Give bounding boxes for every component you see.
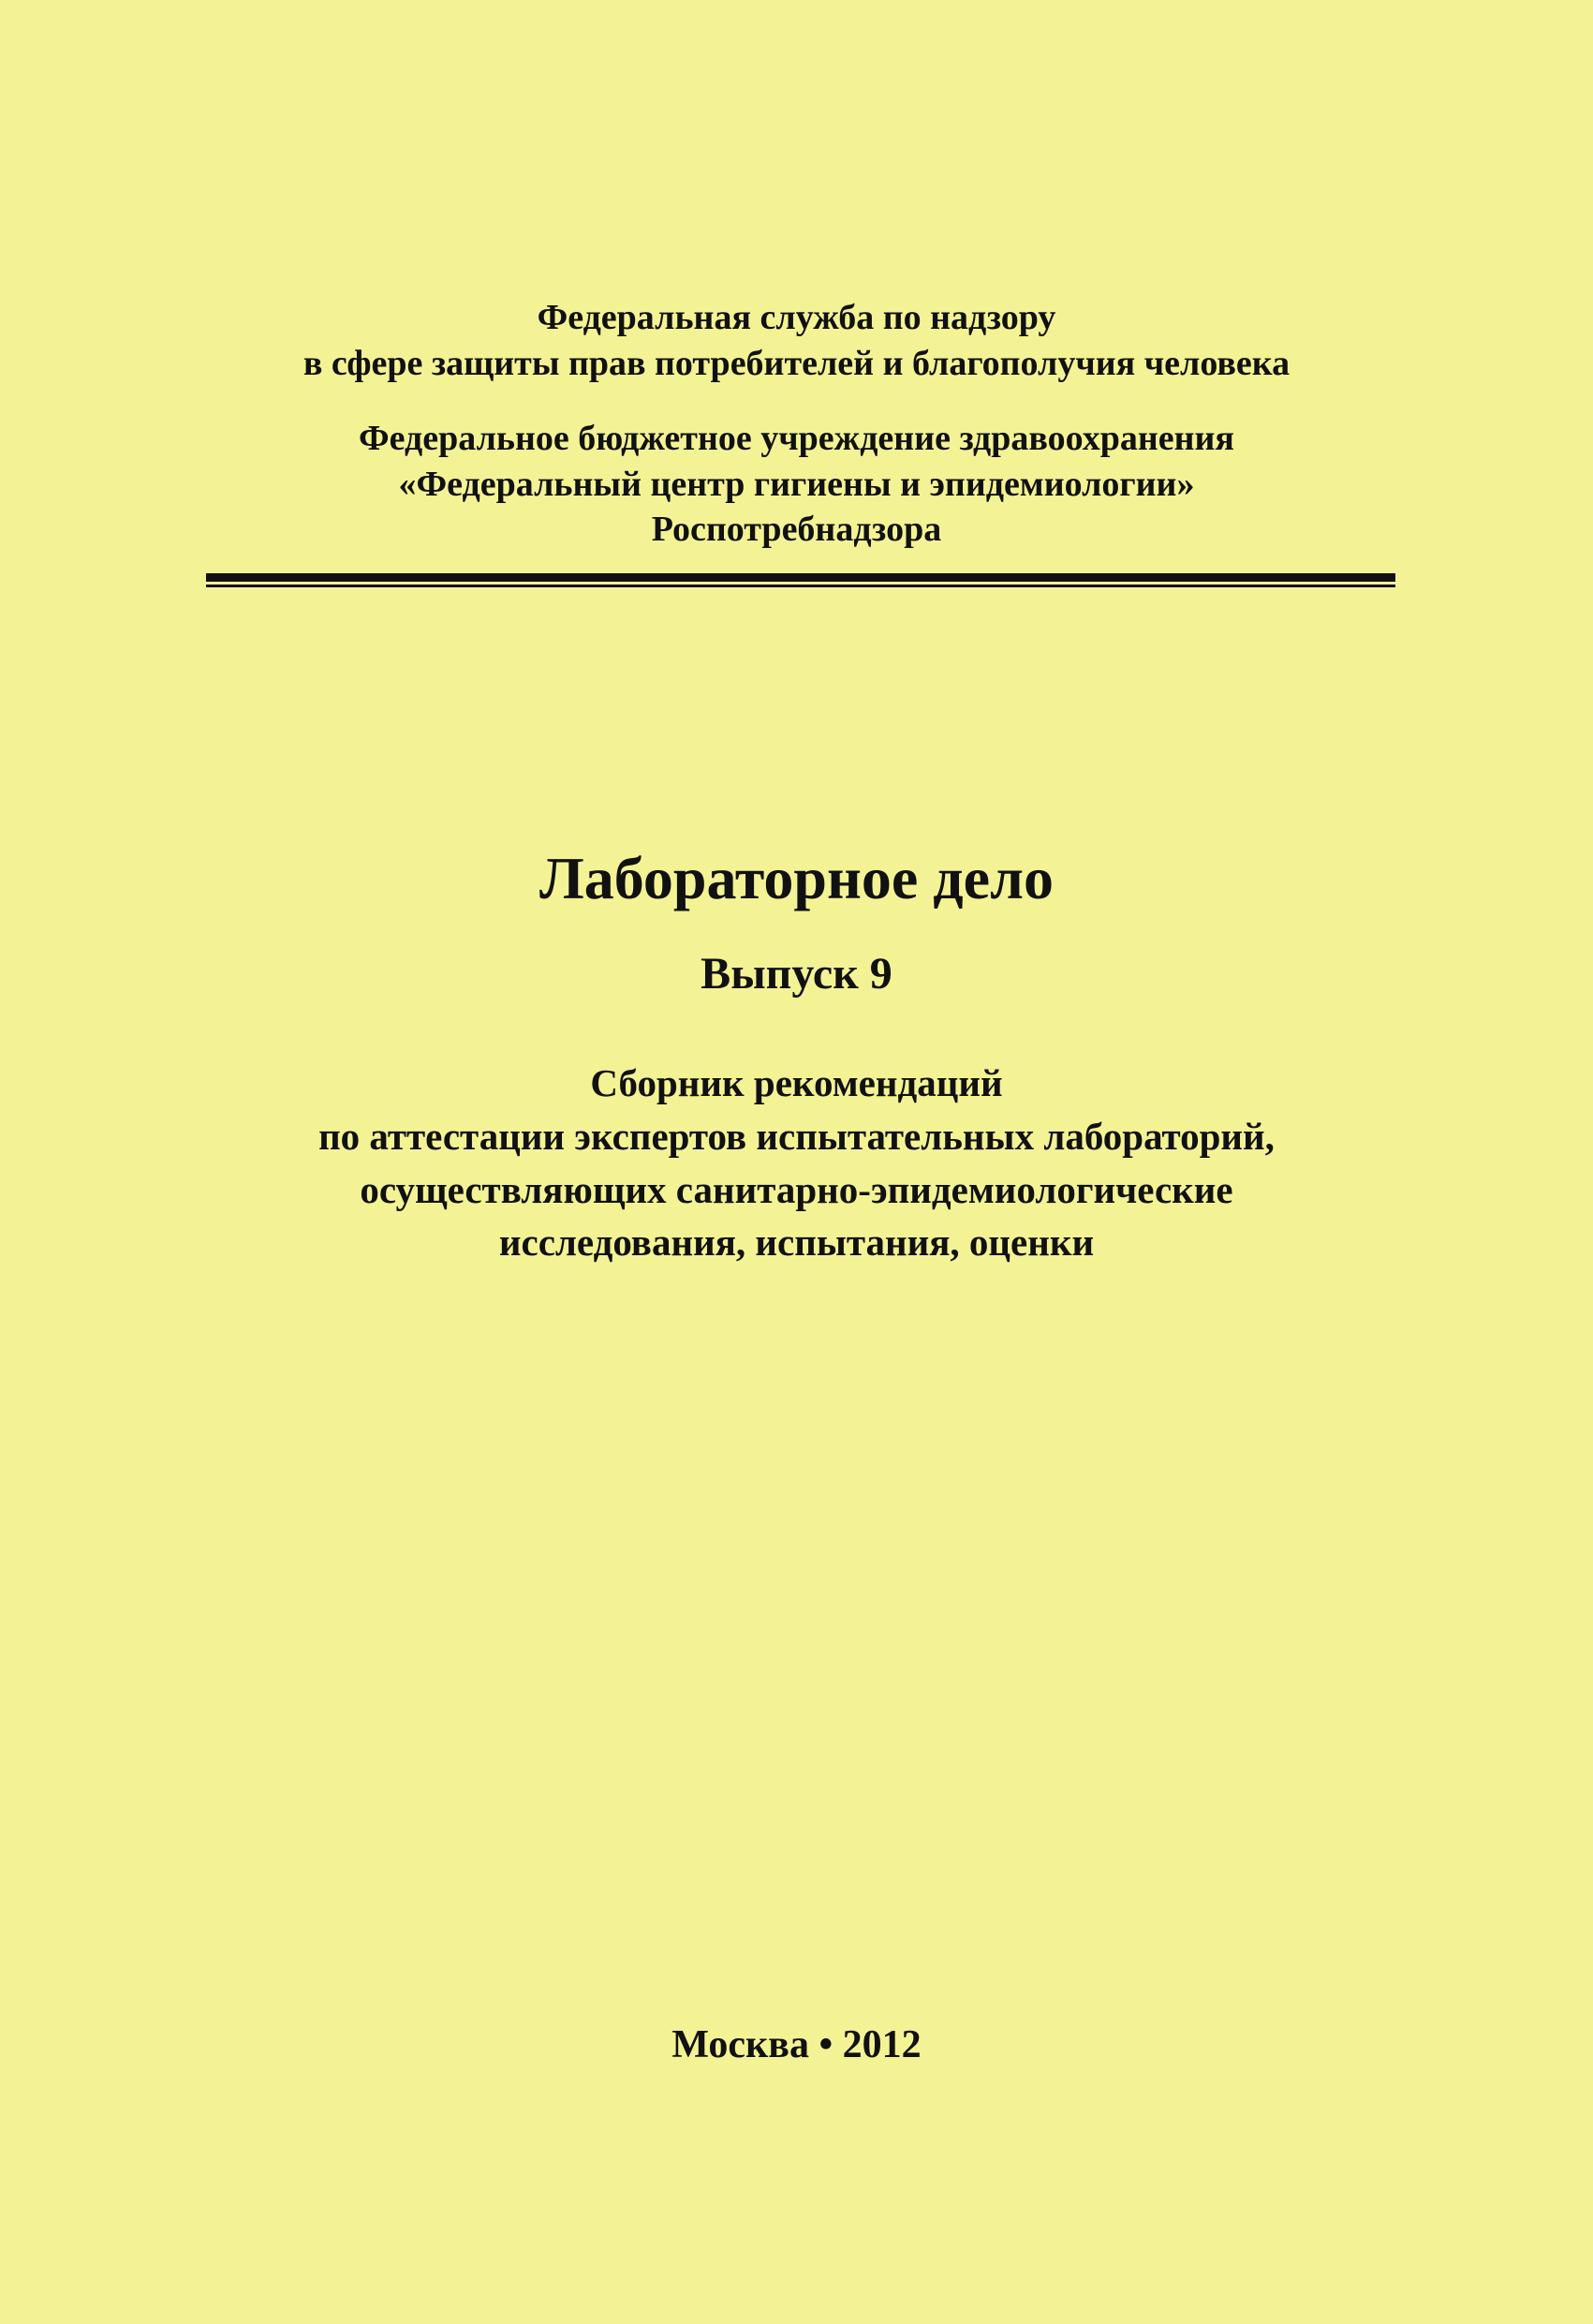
header-divider-thin — [206, 585, 1395, 587]
header-divider-thick — [206, 573, 1395, 582]
institution-line-2: «Федеральный центр гигиены и эпидемиологии» — [398, 465, 1195, 504]
document-title: Лабораторное дело — [539, 845, 1054, 911]
subtitle-line-1: Сборник рекомендаций — [590, 1061, 1003, 1104]
imprint-city-year: Москва • 2012 — [671, 2023, 922, 2066]
subtitle-line-3: осуществляющих санитарно-эпидемиологические — [360, 1168, 1233, 1211]
issue-number: Выпуск 9 — [701, 949, 892, 999]
subtitle-line-4: исследования, испытания, оценки — [498, 1221, 1095, 1264]
org-name-line-1: Федеральная служба по надзору — [537, 298, 1056, 337]
subtitle-line-2: по аттестации экспертов испытательных лабораторий, — [318, 1115, 1275, 1158]
institution-line-1: Федеральное бюджетное учреждение здравоохранения — [359, 419, 1234, 458]
institution-line-3: Роспотребнадзора — [651, 510, 942, 549]
org-name-line-2: в сфере защиты прав потребителей и благополучия человека — [302, 344, 1291, 383]
